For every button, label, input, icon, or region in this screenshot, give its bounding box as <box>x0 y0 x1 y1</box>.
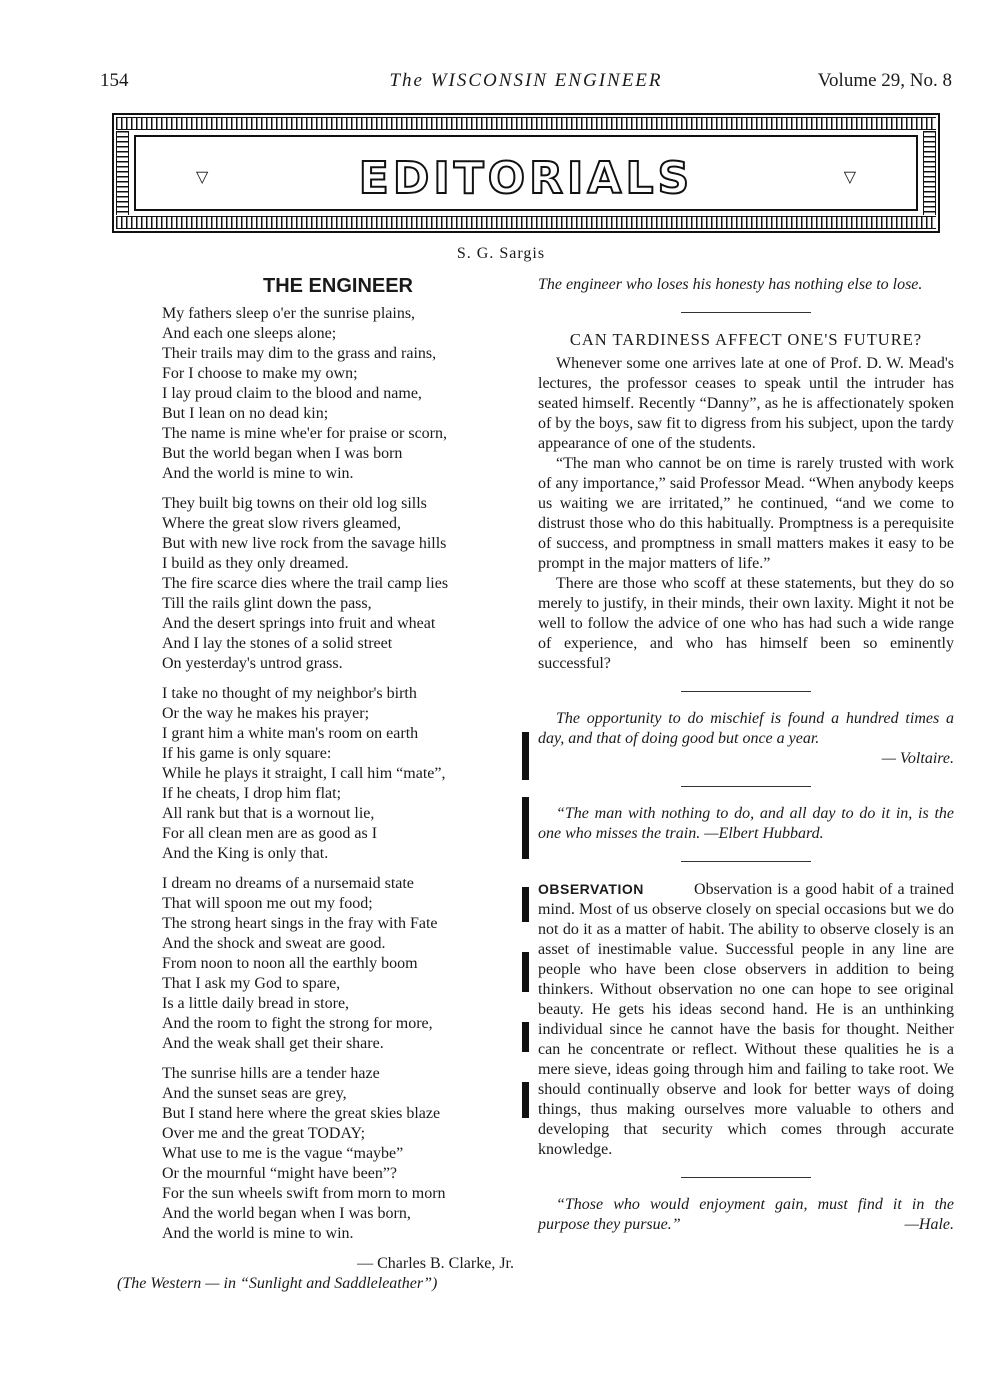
banner-inner-frame <box>134 135 918 211</box>
poem-line: And the world began when I was born, <box>162 1205 411 1222</box>
hale-quote <box>538 1195 954 1235</box>
poem-line: But I lean on no dead kin; <box>162 405 329 422</box>
poem-line: The fire scarce dies where the trail camp lies <box>162 575 449 592</box>
editorial-column <box>538 275 954 1235</box>
poem-line: My fathers sleep o'er the sunrise plains, <box>162 305 416 322</box>
poem-line: That will spoon me out my food; <box>162 895 373 912</box>
poem-line: And the world is mine to win. <box>162 465 354 482</box>
honesty-quote: The engineer who loses his honesty has nothing else to lose. <box>538 276 923 293</box>
poem-line: The name is mine whe'er for praise or scorn, <box>162 425 447 442</box>
poem-line: And the world is mine to win. <box>162 1225 354 1242</box>
poem-line: I take no thought of my neighbor's birth <box>162 685 417 702</box>
observation-paragraph <box>538 879 954 1160</box>
poem-line: I grant him a white man's room on earth <box>162 725 419 742</box>
journal-title: The WISCONSIN ENGINEER <box>389 70 663 91</box>
poem-line: Their trails may dim to the grass and rains, <box>162 345 437 362</box>
banner-right-strip <box>923 131 936 215</box>
section-rule <box>681 861 811 862</box>
banner-title: EDITORIALS <box>358 153 694 204</box>
poem-line: I dream no dreams of a nursemaid state <box>162 875 414 892</box>
poem-line: That I ask my God to spare, <box>162 975 341 992</box>
poem-line: Where the great slow rivers gleamed, <box>162 515 402 532</box>
page-number: 154 <box>100 70 129 91</box>
poem-line: If he cheats, I drop him flat; <box>162 785 342 802</box>
observation-text: Observation is a good habit of a trained mind. Most of us observe closely on special occasions but we do not do it as a matter of habit. The ability to observe closely is an asset of inestimable value. Successful people in any line are people who have been close observers in addition to being thinkers. Without observation no one can hope to see original beauty. He gets his ideas second hand. He is an unthinking individual since he cannot have the basis for thought. Neither can he concentrate or reflect. Without these qualities he is a mere sieve, ideas going through him and failing to take root. We should continually observe and look for better ways of doing things, thus making ourselves more valuable to others and developing that security which comes through accurate knowledge. <box>538 881 954 1158</box>
poem-line: And I lay the stones of a solid street <box>162 635 393 652</box>
editorials-banner <box>112 113 940 233</box>
poem-body <box>162 304 514 1244</box>
poem-stanza <box>162 304 514 484</box>
poem-stanza <box>162 684 514 864</box>
poem-title: THE ENGINEER <box>262 275 414 297</box>
column-divider <box>522 702 532 1302</box>
tardiness-paragraph: There are those who scoff at these statements, but they do so merely to justify, in their minds, their own laxity. Might it not be well to follow the advice of one who has had such a wide range of experience, and who has himself been so eminently successful? <box>538 575 954 672</box>
poem-line: The sunrise hills are a tender haze <box>162 1065 380 1082</box>
poem-line: But with new live rock from the savage hills <box>162 535 447 552</box>
hubbard-author: —Elbert Hubbard. <box>704 825 824 842</box>
poem-line: And the room to fight the strong for more, <box>162 1015 433 1032</box>
poem-line: What use to me is the vague “maybe” <box>162 1145 404 1162</box>
poem-line: They built big towns on their old log sills <box>162 495 427 512</box>
triangle-ornament-icon: ▽ <box>196 169 209 186</box>
section-rule <box>681 786 811 787</box>
poem-line: I build as they only dreamed. <box>162 555 349 572</box>
poem-line: Or the way he makes his prayer; <box>162 705 370 722</box>
poem-line: If his game is only square: <box>162 745 332 762</box>
tardiness-paragraph: “The man who cannot be on time is rarely trusted with work of any importance,” said Professor Mead. “When anybody keeps us waiting we are irritated,” he continued, “and we come to distrust those who do this habitually. Promptness is a perequisite of success, and promptness in small matters makes it easy to be prompt in the major matters of life.” <box>538 455 954 572</box>
poem-line: While he plays it straight, I call him “mate”, <box>162 765 446 782</box>
banner-top-strip <box>116 117 936 130</box>
poem-line: But the world began when I was born <box>162 445 403 462</box>
observation-heading: OBSERVATION <box>538 881 644 897</box>
volume-number: Volume 29, No. 8 <box>817 70 952 91</box>
banner-left-strip <box>116 131 129 215</box>
page-header <box>100 70 952 96</box>
poem-line: I lay proud claim to the blood and name, <box>162 385 422 402</box>
poem-line: And the sunset seas are grey, <box>162 1085 347 1102</box>
poem-attribution: — Charles B. Clarke, Jr. <box>357 1255 514 1272</box>
triangle-ornament-icon: ▽ <box>843 169 856 186</box>
poem-stanza <box>162 494 514 674</box>
poem-line: And each one sleeps alone; <box>162 325 337 342</box>
poem-line: Till the rails glint down the pass, <box>162 595 372 612</box>
poem-stanza <box>162 1064 514 1244</box>
hubbard-quote-text: “The man with nothing to do, and all day to do it in, is the one who misses the train. <box>538 805 954 842</box>
tardiness-paragraph: Whenever some one arrives late at one of Prof. D. W. Mead's lectures, the professor ceases to speak until the intruder has seated himself. Recently “Danny”, as he is affectionately spoken of by the boys, saw fit to digress from his subject, upon the tardy appearance of one of the students. <box>538 355 954 452</box>
poem-line: For all clean men are as good as I <box>162 825 378 842</box>
poem-line: Or the mournful “might have been”? <box>162 1165 398 1182</box>
voltaire-author: — Voltaire. <box>881 750 954 767</box>
poem-line: And the weak shall get their share. <box>162 1035 384 1052</box>
poem-line: For the sun wheels swift from morn to morn <box>162 1185 446 1202</box>
poem-line: The strong heart sings in the fray with Fate <box>162 915 438 932</box>
poem-line: And the King is only that. <box>162 845 329 862</box>
byline: S. G. Sargis <box>456 245 546 262</box>
section-rule <box>681 691 811 692</box>
poem-line: For I choose to make my own; <box>162 365 358 382</box>
poem-line: All rank but that is a wornout lie, <box>162 805 375 822</box>
hale-author: —Hale. <box>904 1216 954 1233</box>
section-rule <box>681 312 811 313</box>
voltaire-quote: The opportunity to do mischief is found a hundred times a day, and that of doing good but once a year. <box>538 710 954 747</box>
poem-line: Is a little daily bread in store, <box>162 995 350 1012</box>
poem-line: And the shock and sweat are good. <box>162 935 386 952</box>
hubbard-quote <box>538 804 954 844</box>
poem-stanza <box>162 874 514 1054</box>
poem-line: From noon to noon all the earthly boom <box>162 955 418 972</box>
hale-quote-text: “Those who would enjoyment gain, must find it in the purpose they pursue.” <box>538 1196 954 1233</box>
poem-line: And the desert springs into fruit and wheat <box>162 615 436 632</box>
poem-line: Over me and the great TODAY; <box>162 1125 366 1142</box>
section-rule <box>681 1177 811 1178</box>
poem-line: On yesterday's untrod grass. <box>162 655 343 672</box>
poem-column <box>117 275 514 1294</box>
tardiness-title: CAN TARDINESS AFFECT ONE'S FUTURE? <box>569 330 923 349</box>
poem-line: But I stand here where the great skies blaze <box>162 1105 441 1122</box>
poem-source: (The Western — in “Sunlight and Saddleleather”) <box>117 1275 438 1292</box>
banner-bottom-strip <box>116 216 936 229</box>
